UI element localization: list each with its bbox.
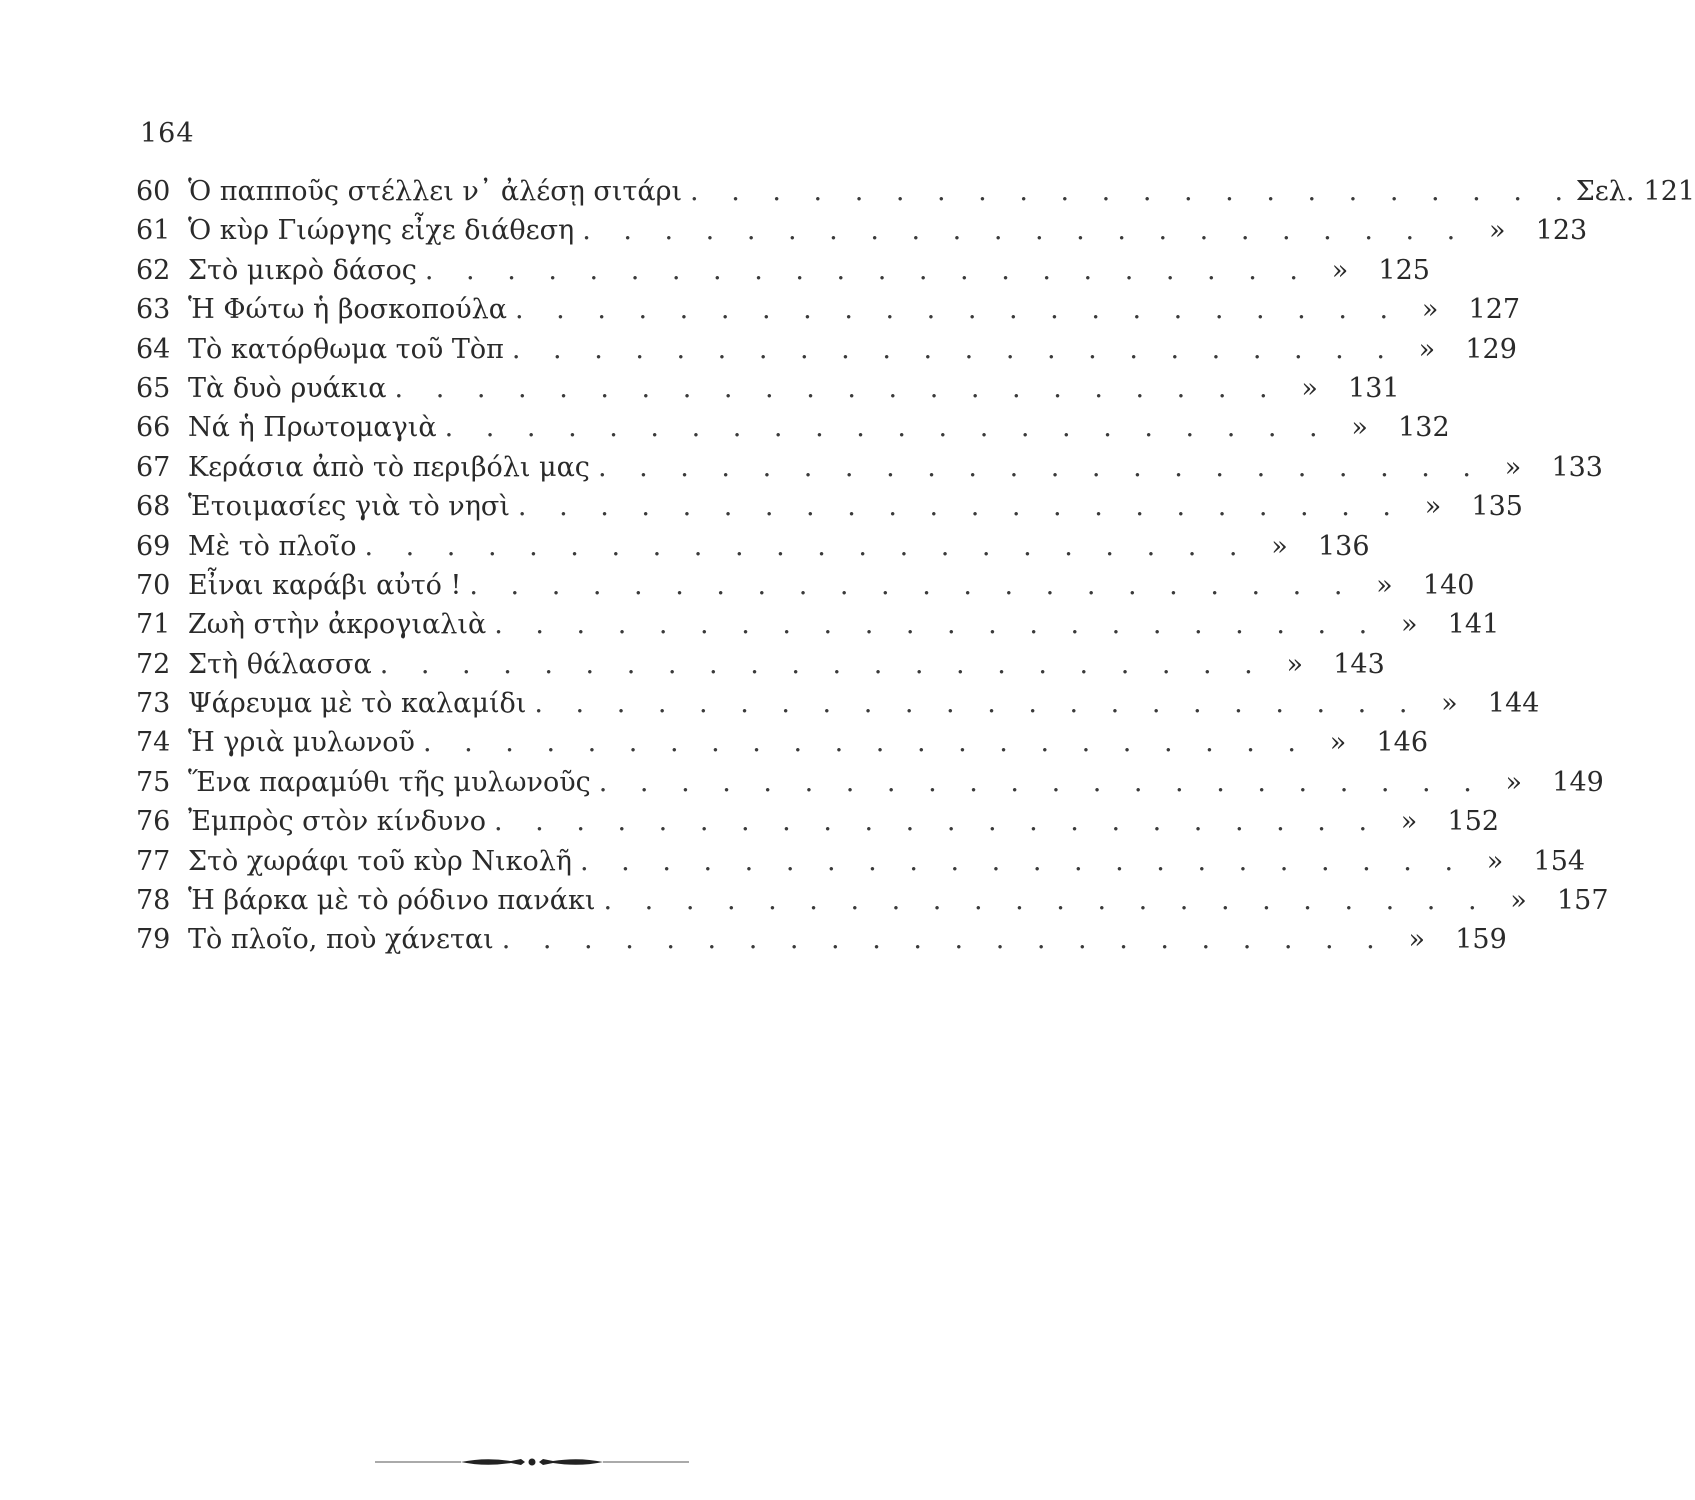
toc-entry[interactable] bbox=[136, 333, 1517, 373]
entry-page: 146 bbox=[1376, 727, 1429, 759]
dot-leader: . . . . . . . . . . . . . . . . . . . . . . bbox=[598, 766, 1484, 798]
dot-leader: . . . . . . . . . . . . . . . . . . . . . . bbox=[511, 333, 1397, 365]
ditto-mark: » bbox=[1424, 491, 1442, 523]
entry-title: Ὁ παπποῦς στέλλει ν᾽ ἀλέσῃ σιτάρι bbox=[188, 176, 683, 207]
entry-number: 77 bbox=[136, 845, 171, 877]
ditto-mark: » bbox=[1376, 569, 1393, 601]
ornament-center-dot bbox=[529, 1459, 536, 1466]
ditto-mark: » bbox=[1271, 530, 1288, 562]
entry-page: 125 bbox=[1378, 254, 1430, 286]
entry-page: 143 bbox=[1333, 648, 1385, 680]
entry-page: 129 bbox=[1465, 333, 1517, 365]
dot-leader: . . . . . . . . . . . . . . . . . . . . . . bbox=[690, 176, 1576, 207]
dot-leader: . . . . . . . . . . . . . . . . . . . . . . bbox=[379, 648, 1265, 680]
toc-entry[interactable] bbox=[136, 924, 1507, 963]
toc-entry[interactable] bbox=[136, 412, 1450, 451]
entry-number: 74 bbox=[136, 727, 171, 759]
entry-page: 123 bbox=[1535, 215, 1588, 247]
entry-number: 63 bbox=[136, 294, 171, 326]
toc-entry[interactable] bbox=[136, 176, 1695, 215]
entry-page: 149 bbox=[1552, 766, 1604, 798]
dot-leader: . . . . . . . . . . . . . . . . . . . . . . bbox=[603, 885, 1489, 917]
ditto-mark: » bbox=[1351, 412, 1368, 444]
entry-page: 133 bbox=[1551, 451, 1603, 483]
toc-entry[interactable] bbox=[136, 609, 1500, 648]
dot-leader: . . . . . . . . . . . . . . . . . . . . . . bbox=[580, 845, 1466, 877]
entry-number: 65 bbox=[136, 372, 171, 404]
entry-title: Ψάρευμα μὲ τὸ καλαμίδι bbox=[188, 688, 527, 720]
entry-page: 157 bbox=[1557, 885, 1609, 917]
dot-leader: . . . . . . . . . . . . . . . . . . . . . . bbox=[424, 254, 1310, 286]
ditto-mark: » bbox=[1331, 254, 1349, 286]
ditto-mark: » bbox=[1329, 727, 1347, 759]
entry-page: 144 bbox=[1487, 688, 1540, 720]
ditto-mark: » bbox=[1441, 688, 1458, 720]
dot-leader: . . . . . . . . . . . . . . . . . . . . . . bbox=[582, 215, 1468, 247]
ditto-mark: » bbox=[1486, 845, 1504, 877]
dot-leader: . . . . . . . . . . . . . . . . . . . . . . bbox=[394, 372, 1280, 404]
entry-number: 64 bbox=[136, 333, 171, 365]
dot-leader: . . . . . . . . . . . . . . . . . . . . . . bbox=[422, 727, 1309, 759]
entry-title: Ἡ γριὰ μυλωνοῦ bbox=[188, 727, 415, 759]
entry-number: 61 bbox=[136, 215, 171, 247]
entry-number: 78 bbox=[136, 885, 171, 917]
toc-entry[interactable] bbox=[136, 294, 1521, 333]
table-of-contents bbox=[136, 176, 1695, 964]
ditto-mark: » bbox=[1301, 372, 1318, 404]
ditto-mark: » bbox=[1401, 609, 1418, 641]
toc-entry[interactable] bbox=[136, 254, 1430, 294]
toc-entry[interactable] bbox=[136, 885, 1609, 924]
ornament-flourish-right bbox=[539, 1459, 603, 1465]
toc-entry[interactable] bbox=[136, 451, 1603, 491]
entry-number: 68 bbox=[136, 491, 171, 523]
toc-entry[interactable] bbox=[136, 215, 1588, 254]
ornament-flourish-left bbox=[461, 1459, 525, 1465]
entry-page: 132 bbox=[1398, 412, 1450, 444]
toc-entry[interactable] bbox=[136, 648, 1385, 688]
dot-leader: . . . . . . . . . . . . . . . . . . . . . . bbox=[517, 491, 1403, 523]
dot-leader: . . . . . . . . . . . . . . . . . . . . . . bbox=[597, 451, 1483, 483]
ditto-mark: » bbox=[1488, 215, 1506, 247]
ornament-divider bbox=[375, 1452, 689, 1472]
entry-title: Εἶναι καράβι αὐτό ! bbox=[188, 569, 462, 601]
entry-page: 152 bbox=[1447, 806, 1500, 838]
entry-number: 66 bbox=[136, 412, 171, 444]
entry-page: 136 bbox=[1317, 530, 1370, 562]
ditto-mark: » bbox=[1400, 806, 1418, 838]
page-number: 164 bbox=[140, 118, 195, 149]
entry-number: 70 bbox=[136, 569, 171, 601]
toc-entry[interactable] bbox=[136, 727, 1429, 766]
toc-entry[interactable] bbox=[136, 569, 1475, 609]
entry-title: Ἕνα παραμύθι τῆς μυλωνοῦς bbox=[188, 766, 591, 798]
entry-title: Ἐμπρὸς στὸν κίνδυνο bbox=[188, 806, 486, 838]
entry-title: Ἡ Φώτω ἡ βοσκοπούλα bbox=[188, 294, 508, 326]
entry-title: Ἡ βάρκα μὲ τὸ ρόδινο πανάκι bbox=[188, 885, 596, 917]
entry-title: Τὸ πλοῖο, ποὺ χάνεται bbox=[188, 924, 494, 956]
entry-title: Τὰ δυὸ ρυάκια bbox=[188, 372, 387, 404]
toc-entry[interactable] bbox=[136, 372, 1400, 412]
ditto-mark: » bbox=[1408, 924, 1426, 956]
dot-leader: . . . . . . . . . . . . . . . . . . . . . . bbox=[364, 530, 1250, 562]
entry-number: 71 bbox=[136, 609, 171, 641]
entry-page: 159 bbox=[1455, 924, 1507, 956]
entry-number: 62 bbox=[136, 254, 171, 286]
entry-number: 79 bbox=[136, 924, 171, 956]
entry-page: 135 bbox=[1471, 491, 1523, 523]
entry-page: 121 bbox=[1643, 176, 1695, 207]
entry-title: Μὲ τὸ πλοῖο bbox=[188, 530, 357, 562]
entry-number: 69 bbox=[136, 530, 171, 562]
dot-leader: . . . . . . . . . . . . . . . . . . . . . . bbox=[494, 806, 1380, 838]
entry-title: Κεράσια ἀπὸ τὸ περιβόλι μας bbox=[188, 451, 590, 483]
entry-title: Ἑτοιμασίες γιὰ τὸ νησὶ bbox=[188, 491, 510, 523]
entry-page: 154 bbox=[1533, 845, 1586, 877]
toc-entry[interactable] bbox=[136, 806, 1500, 845]
entry-title: Νά ἡ Πρωτομαγιὰ bbox=[188, 412, 437, 444]
entry-number: 60 bbox=[136, 176, 171, 207]
toc-entry[interactable] bbox=[136, 688, 1540, 727]
toc-entry[interactable] bbox=[136, 845, 1586, 885]
entry-title: Στὴ θάλασσα bbox=[188, 648, 372, 680]
ditto-mark: » bbox=[1504, 451, 1522, 483]
ditto-mark: » bbox=[1418, 333, 1436, 365]
dot-leader: . . . . . . . . . . . . . . . . . . . . . . bbox=[444, 412, 1330, 444]
entry-number: 76 bbox=[136, 806, 171, 838]
entry-number: 72 bbox=[136, 648, 171, 680]
dot-leader: . . . . . . . . . . . . . . . . . . . . . . bbox=[501, 924, 1387, 956]
dot-leader: . . . . . . . . . . . . . . . . . . . . . . bbox=[534, 688, 1420, 720]
entry-number: 75 bbox=[136, 766, 171, 798]
entry-title: Στὸ μικρὸ δάσος bbox=[188, 254, 417, 286]
dot-leader: . . . . . . . . . . . . . . . . . . . . . . bbox=[469, 569, 1355, 601]
dot-leader: . . . . . . . . . . . . . . . . . . . . . . bbox=[515, 294, 1401, 326]
entry-page: 140 bbox=[1422, 569, 1475, 601]
entry-number: 73 bbox=[136, 688, 171, 720]
entry-title: Ζωὴ στὴν ἀκρογιαλιὰ bbox=[188, 609, 487, 641]
entry-title: Τὸ κατόρθωμα τοῦ Τὸπ bbox=[188, 333, 504, 365]
entry-number: 67 bbox=[136, 451, 171, 483]
toc-entry[interactable] bbox=[136, 766, 1604, 806]
page-ref-label: Σελ. bbox=[1575, 176, 1635, 207]
entry-page: 127 bbox=[1468, 294, 1521, 326]
dot-leader: . . . . . . . . . . . . . . . . . . . . . . bbox=[494, 609, 1380, 641]
toc-entry[interactable] bbox=[136, 491, 1523, 530]
entry-page: 141 bbox=[1447, 609, 1500, 641]
ditto-mark: » bbox=[1421, 294, 1439, 326]
entry-page: 131 bbox=[1348, 372, 1400, 404]
ditto-mark: » bbox=[1286, 648, 1304, 680]
ditto-mark: » bbox=[1510, 885, 1527, 917]
entry-title: Στὸ χωράφι τοῦ κὺρ Νικολῆ bbox=[188, 845, 572, 877]
entry-title: Ὁ κὺρ Γιώργης εἶχε διάθεση bbox=[188, 215, 575, 247]
ditto-mark: » bbox=[1505, 766, 1523, 798]
toc-entry[interactable] bbox=[136, 530, 1370, 570]
